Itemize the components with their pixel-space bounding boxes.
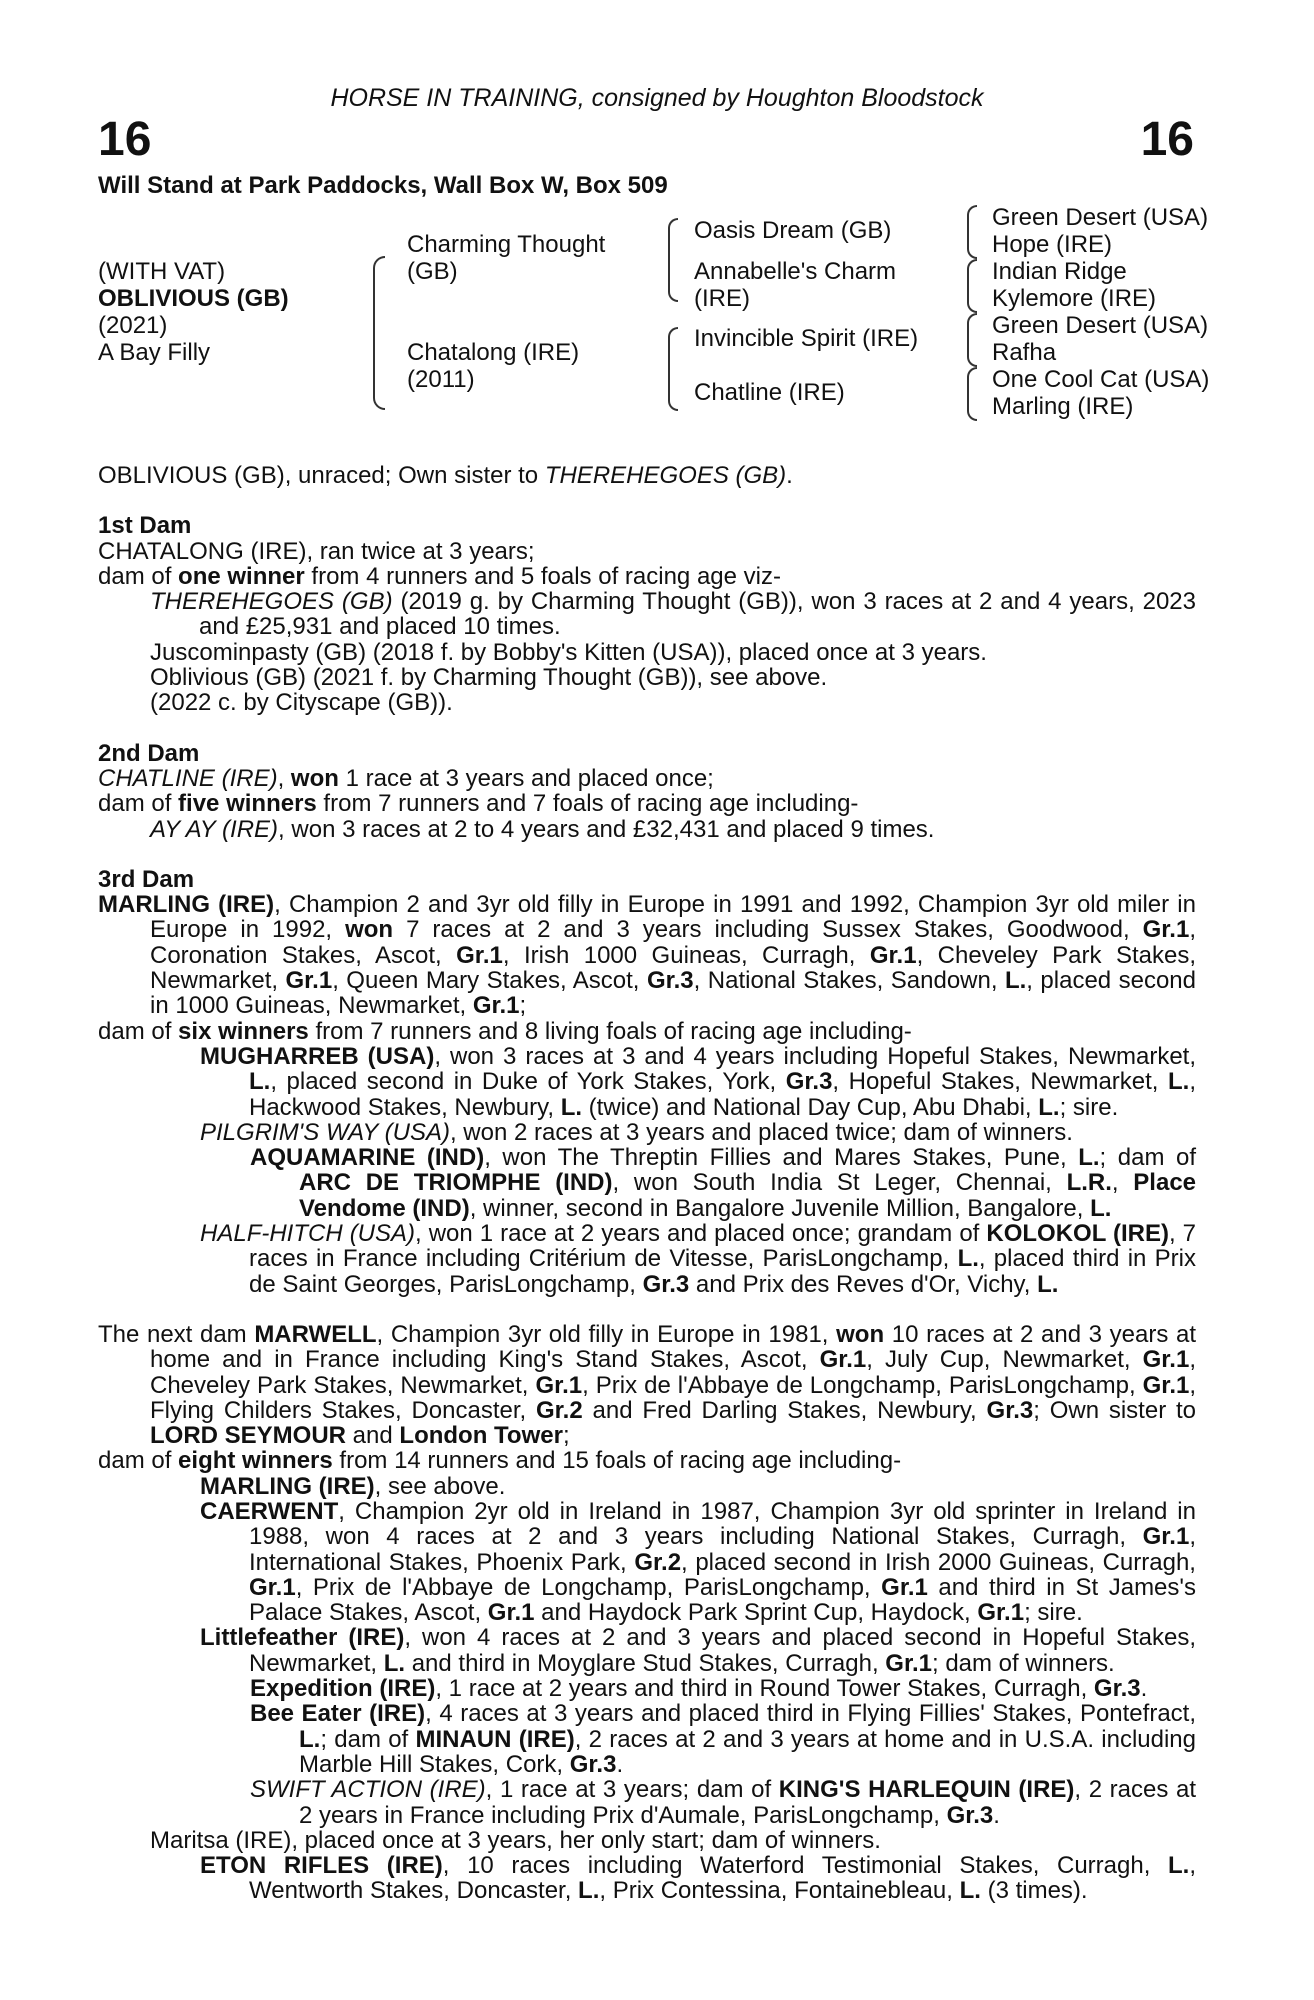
sire-dam: Annabelle's Charm [694, 258, 897, 285]
produce-entry: Maritsa (IRE), placed once at 3 years, her only start; dam of winners. [150, 1826, 881, 1854]
produce-entry: (2022 c. by Cityscape (GB)). [150, 689, 453, 717]
produce-entry: Littlefeather (IRE), won 4 races at 2 and 3 years and placed second in Hopeful Stakes, Newmarket, L. and third in Moyglare Stud Stakes, Curragh, Gr.1; dam of winners. [200, 1624, 1197, 1677]
third-dam-intro: MARLING (IRE), Champion 2 and 3yr old filly in Europe in 1991 and 1992, Champion 3yr old miler in Europe in 1992, won 7 races at 2 and 3 years including Sussex Stakes, Goodwood, Gr.1, Coronation Stakes, Ascot, Gr.1, Irish 1000 Guineas, Curragh, Gr.1, Cheveley Park Stakes, Newmarket, Gr.1, Queen Mary Stakes, Ascot, Gr.3, National Stakes, Sandown, L., placed second in 1000 Guineas, Newmarket, Gr.1; [98, 891, 1197, 1020]
brace [967, 259, 977, 313]
brace [668, 327, 678, 411]
second-dam-heading: 2nd Dam [98, 739, 200, 767]
produce-entry: Juscominpasty (GB) (2018 f. by Bobby's Kitten (USA)), placed once at 3 years. [150, 638, 987, 666]
sire-country: (GB) [407, 258, 458, 285]
ped-sss: Green Desert (USA) [992, 204, 1209, 231]
second-dam-intro: CHATLINE (IRE), won 1 race at 3 years and placed once; [98, 764, 714, 792]
third-dam-produce: dam of six winners from 7 runners and 8 living foals of racing age including- [98, 1017, 912, 1045]
ped-dds: One Cool Cat (USA) [992, 366, 1210, 393]
produce-entry: Oblivious (GB) (2021 f. by Charming Thought (GB)), see above. [150, 664, 828, 692]
ped-ddd: Marling (IRE) [992, 393, 1134, 420]
lot-number-left: 16 [98, 113, 152, 166]
produce-entry: MARLING (IRE), see above. [200, 1472, 506, 1500]
lot-number-right: 16 [1140, 113, 1194, 166]
catalogue-body [98, 463, 1196, 1904]
brace [668, 218, 678, 302]
produce-entry: Bee Eater (IRE), 4 races at 3 years and placed third in Flying Fillies' Stakes, Pontefract, L.; dam of MINAUN (IRE), 2 races at 2 and 3 years at home and in U.S.A. including Marble Hill Stakes, Cork, Gr.3. [250, 1700, 1197, 1778]
ped-dss: Green Desert (USA) [992, 312, 1209, 339]
first-dam-intro: CHATALONG (IRE), ran twice at 3 years; [98, 537, 535, 565]
sire-dam-country: (IRE) [694, 285, 750, 312]
sire-sire: Oasis Dream (GB) [694, 217, 892, 244]
ped-sds: Indian Ridge [992, 258, 1127, 285]
horse-name: OBLIVIOUS (GB) [98, 285, 289, 312]
produce-entry: HALF-HITCH (USA), won 1 race at 2 years and placed once; grandam of KOLOKOL (IRE), 7 races in France including Critérium de Vitesse, ParisLongchamp, L., placed third in Prix de Saint Georges, ParisLongchamp, Gr.3 and Prix des Reves d'Or, Vichy, L. [200, 1220, 1196, 1298]
sire: Charming Thought [407, 231, 606, 258]
horse-year: (2021) [98, 312, 168, 339]
produce-entry: THEREHEGOES (GB) (2019 g. by Charming Thought (GB)), won 3 races at 2 and 4 years, 2023 and £25,931 and placed 10 times. [150, 588, 1197, 641]
dam-sire: Invincible Spirit (IRE) [694, 325, 919, 352]
ped-ssd: Hope (IRE) [992, 231, 1113, 258]
third-dam-heading: 3rd Dam [98, 865, 195, 893]
next-dam-produce: dam of eight winners from 14 runners and 15 foals of racing age including- [98, 1447, 902, 1475]
brace [967, 367, 977, 421]
brace [373, 256, 385, 410]
summary: OBLIVIOUS (GB), unraced; Own sister to THEREHEGOES (GB). [98, 462, 793, 489]
dam-year: (2011) [407, 366, 475, 393]
first-dam-heading: 1st Dam [98, 512, 192, 540]
dam-dam: Chatline (IRE) [694, 379, 845, 406]
produce-entry: Expedition (IRE), 1 race at 2 years and third in Round Tower Stakes, Curragh, Gr.3. [250, 1675, 1148, 1703]
ped-sdd: Kylemore (IRE) [992, 285, 1157, 312]
produce-entry: AQUAMARINE (IND), won The Threptin Fillies and Mares Stakes, Pune, L.; dam of ARC DE TRIOMPHE (IND), won South India St Leger, Chennai, L.R., Place Vendome (IND), winner, second in Bangalore Juvenile Million, Bangalore, L. [250, 1144, 1197, 1222]
horse-description: A Bay Filly [98, 339, 211, 366]
brace [967, 313, 977, 367]
produce-entry: ETON RIFLES (IRE), 10 races including Waterford Testimonial Stakes, Curragh, L., Wentworth Stakes, Doncaster, L., Prix Contessina, Fontainebleau, L. (3 times). [200, 1852, 1196, 1905]
vat-note: (WITH VAT) [98, 258, 226, 285]
produce-entry: MUGHARREB (USA), won 3 races at 3 and 4 years including Hopeful Stakes, Newmarket, L., placed second in Duke of York Stakes, York, Gr.3, Hopeful Stakes, Newmarket, L., Hackwood Stakes, Newbury, L. (twice) and National Day Cup, Abu Dhabi, L.; sire. [200, 1042, 1197, 1121]
stand-location: Will Stand at Park Paddocks, Wall Box W, Box 509 [98, 172, 668, 199]
produce-entry: CAERWENT, Champion 2yr old in Ireland in 1987, Champion 3yr old sprinter in Ireland in 1988, won 4 races at 2 and 3 years including National Stakes, Curragh, Gr.1, International Stakes, Phoenix Park, Gr.2, placed second in Irish 2000 Guineas, Curragh, Gr.1, Prix de l'Abbaye de Longchamp, ParisLongchamp, Gr.1 and third in St James's Palace Stakes, Ascot, Gr.1 and Haydock Park Sprint Cup, Haydock, Gr.1; sire. [200, 1497, 1196, 1627]
dam: Chatalong (IRE) [407, 339, 580, 366]
ped-dsd: Rafha [992, 339, 1057, 366]
produce-entry: SWIFT ACTION (IRE), 1 race at 3 years; dam of KING'S HARLEQUIN (IRE), 2 races at 2 years in France including Prix d'Aumale, ParisLongchamp, Gr.3. [250, 1776, 1196, 1829]
next-dam-intro: The next dam MARWELL, Champion 3yr old filly in Europe in 1981, won 10 races at 2 and 3 years at home and in France including King's Stand Stakes, Ascot, Gr.1, July Cup, Newmarket, Gr.1, Cheveley Park Stakes, Newmarket, Gr.1, Prix de l'Abbaye de Longchamp, ParisLongchamp, Gr.1, Flying Childers Stakes, Doncaster, Gr.2 and Fred Darling Stakes, Newbury, Gr.3; Own sister to LORD SEYMOUR and London Tower; [98, 1320, 1197, 1450]
first-dam-produce: dam of one winner from 4 runners and 5 foals of racing age viz- [98, 562, 781, 590]
produce-entry: PILGRIM'S WAY (USA), won 2 races at 3 years and placed twice; dam of winners. [200, 1118, 1073, 1146]
second-dam-produce: dam of five winners from 7 runners and 7 foals of racing age including- [98, 790, 859, 818]
page-header-title: HORSE IN TRAINING, consigned by Houghton Bloodstock [330, 84, 984, 112]
brace [967, 205, 977, 259]
produce-entry: AY AY (IRE), won 3 races at 2 to 4 years and £32,431 and placed 9 times. [150, 815, 935, 843]
